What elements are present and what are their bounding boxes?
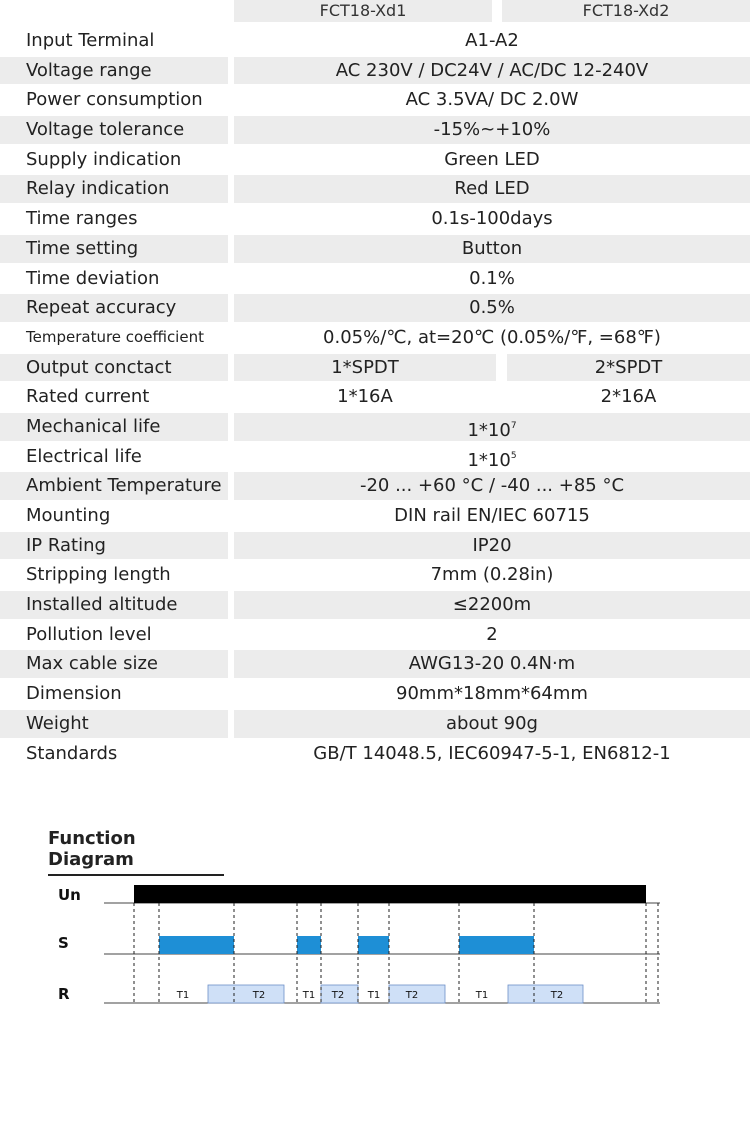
spec-row bbox=[0, 382, 750, 412]
spec-value-xd2: 2*SPDT bbox=[507, 354, 750, 382]
spec-value: 1*SPDT bbox=[234, 354, 496, 382]
timing-label: T1 bbox=[302, 990, 316, 1001]
spec-row bbox=[0, 204, 750, 234]
output-delay-box bbox=[208, 985, 284, 1003]
spec-label: Mechanical life bbox=[0, 413, 228, 441]
spec-value: AC 3.5VA/ DC 2.0W bbox=[405, 89, 579, 111]
spec-row bbox=[0, 293, 750, 323]
spec-row bbox=[0, 115, 750, 145]
spec-row bbox=[0, 590, 750, 620]
trigger-pulse bbox=[297, 936, 321, 954]
spec-row bbox=[0, 620, 750, 650]
header-blank bbox=[0, 0, 222, 22]
timing-label: T2 bbox=[331, 990, 345, 1001]
spec-label: Input Terminal bbox=[26, 30, 155, 51]
spec-row bbox=[0, 531, 750, 561]
column-header-xd1: FCT18-Xd1 bbox=[234, 0, 492, 22]
spec-row bbox=[0, 264, 750, 294]
spec-label: Supply indication bbox=[26, 148, 182, 170]
spec-label: Mounting bbox=[26, 505, 111, 526]
spec-label: Time ranges bbox=[26, 208, 138, 230]
trigger-pulse bbox=[358, 936, 389, 954]
spec-value: A1-A2 bbox=[465, 30, 519, 51]
spec-value: AC 230V / DC24V / AC/DC 12-240V bbox=[234, 57, 750, 85]
spec-value: DIN rail EN/IEC 60715 bbox=[394, 505, 590, 526]
signal-label-s: S bbox=[58, 934, 69, 952]
spec-row bbox=[0, 26, 750, 56]
spec-value: GB/T 14048.5, IEC60947-5-1, EN6812-1 bbox=[313, 742, 671, 764]
spec-row bbox=[0, 560, 750, 590]
trigger-pulse bbox=[459, 936, 534, 954]
column-header-xd2: FCT18-Xd2 bbox=[502, 0, 750, 22]
spec-value-xd2: 2*16A bbox=[600, 386, 657, 408]
spec-value: 7mm (0.28in) bbox=[430, 564, 554, 586]
spec-row bbox=[0, 145, 750, 175]
spec-label: Installed altitude bbox=[0, 591, 228, 619]
spec-label: Max cable size bbox=[0, 650, 228, 678]
signal-label-r: R bbox=[58, 985, 70, 1003]
spec-label: Stripping length bbox=[26, 564, 171, 586]
spec-label: IP Rating bbox=[0, 532, 228, 560]
function-diagram bbox=[0, 870, 750, 1020]
spec-label: Time deviation bbox=[26, 267, 160, 289]
spec-value: 0.1s-100days bbox=[431, 208, 553, 230]
spec-value: 90mm*18mm*64mm bbox=[396, 683, 588, 705]
spec-row bbox=[0, 501, 750, 531]
spec-label: Output conctact bbox=[0, 354, 228, 382]
spec-value: 0.5% bbox=[234, 294, 750, 322]
spec-value: Button bbox=[234, 235, 750, 263]
power-on-bar bbox=[134, 885, 646, 903]
spec-value: 0.1% bbox=[469, 267, 515, 289]
spec-row bbox=[0, 353, 750, 383]
spec-value-exponent: 5 bbox=[510, 450, 517, 461]
spec-label: Repeat accuracy bbox=[0, 294, 228, 322]
spec-row bbox=[0, 709, 750, 739]
spec-value: AWG13-20 0.4N·m bbox=[234, 650, 750, 678]
spec-row bbox=[0, 323, 750, 353]
spec-label: Pollution level bbox=[26, 623, 152, 645]
spec-label: Ambient Temperature bbox=[0, 472, 228, 500]
spec-label: Electrical life bbox=[26, 445, 142, 467]
timing-label: T1 bbox=[475, 990, 489, 1001]
spec-row bbox=[0, 174, 750, 204]
spec-value: 2 bbox=[486, 623, 498, 645]
timing-label: T1 bbox=[367, 990, 381, 1001]
spec-row bbox=[0, 412, 750, 442]
spec-value: $1*10^5$ bbox=[467, 449, 517, 471]
trigger-pulse bbox=[159, 936, 234, 954]
spec-value: 0.05%/℃, at=20℃ (0.05%/℉, =68℉) bbox=[323, 326, 661, 348]
spec-label: Relay indication bbox=[0, 175, 228, 203]
spec-row bbox=[0, 739, 750, 769]
timing-label: T2 bbox=[252, 990, 266, 1001]
spec-value: about 90g bbox=[234, 710, 750, 738]
spec-row bbox=[0, 679, 750, 709]
spec-label: Dimension bbox=[26, 683, 122, 705]
spec-value: 1*16A bbox=[337, 386, 393, 408]
spec-value-exponent: 7 bbox=[510, 420, 517, 431]
spec-label: Power consumption bbox=[26, 89, 203, 111]
spec-row bbox=[0, 471, 750, 501]
spec-label: Rated current bbox=[26, 386, 150, 408]
spec-value: Green LED bbox=[444, 148, 540, 170]
timing-label: T2 bbox=[550, 990, 564, 1001]
spec-value: IP20 bbox=[234, 532, 750, 560]
spec-label: Time setting bbox=[0, 235, 228, 263]
signal-label-un: Un bbox=[58, 886, 81, 904]
spec-label: Temperature coefficient bbox=[26, 327, 204, 346]
spec-row bbox=[0, 234, 750, 264]
spec-label: Weight bbox=[0, 710, 228, 738]
spec-label: Voltage tolerance bbox=[0, 116, 228, 144]
timing-label: T2 bbox=[405, 990, 419, 1001]
spec-row bbox=[0, 56, 750, 86]
spec-value: Red LED bbox=[234, 175, 750, 203]
function-diagram-title: Function Diagram bbox=[48, 828, 224, 876]
spec-value: -15%~+10% bbox=[234, 116, 750, 144]
spec-table bbox=[0, 26, 750, 768]
output-delay-box bbox=[508, 985, 583, 1003]
spec-value: ≤2200m bbox=[234, 591, 750, 619]
spec-value: -20 ... +60 °C / -40 ... +85 °C bbox=[234, 472, 750, 500]
spec-row bbox=[0, 442, 750, 472]
timing-label: T1 bbox=[176, 990, 190, 1001]
spec-label: Standards bbox=[26, 742, 118, 764]
spec-row bbox=[0, 649, 750, 679]
spec-value: $1*10^7$ bbox=[234, 413, 750, 441]
spec-label: Voltage range bbox=[0, 57, 228, 85]
spec-row bbox=[0, 85, 750, 115]
